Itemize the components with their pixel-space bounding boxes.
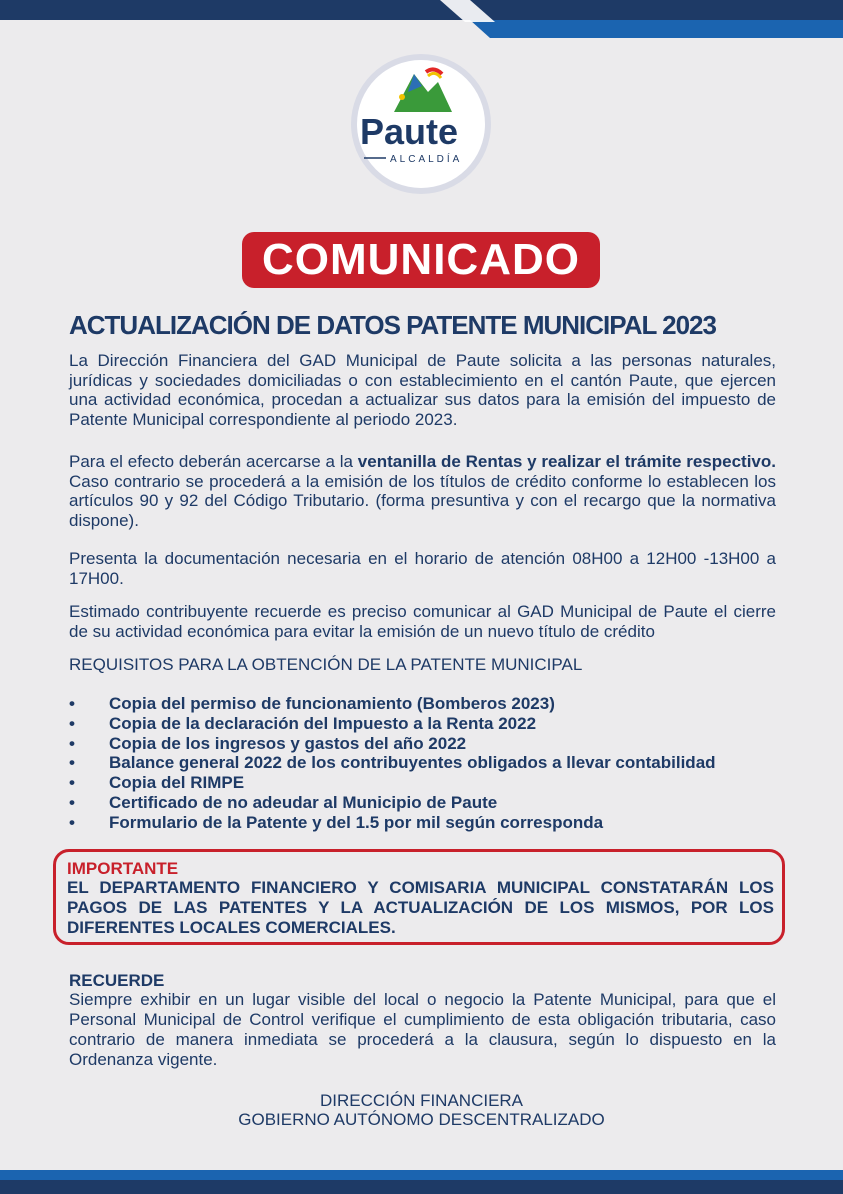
requirement-text: Balance general 2022 de los contribuyentes obligados a llevar contabilidad [109,753,716,773]
banner-text: COMUNICADO [262,235,580,284]
requirement-text: Certificado de no adeudar al Municipio de Paute [109,792,498,812]
requirements-title: REQUISITOS PARA LA OBTENCIÓN DE LA PATENTE MUNICIPAL [69,655,583,674]
paragraph-instructions-end: Caso contrario se procederá a la emisión de los títulos de crédito conforme lo establecen los artículos 90 y 92 del Código Tributario. (forma presuntiva y con el recargo que la normativa dispone). [69,471,776,530]
bullet: • [69,773,75,793]
comunicado-banner [242,232,600,288]
requirements-list [69,694,789,833]
paute-logo [342,52,500,197]
top-decorative-bar [0,0,843,40]
bullet: • [69,753,75,773]
remember-title: RECUERDE [69,971,165,990]
requirement-text: Formulario de la Patente y del 1.5 por mil según corresponda [109,812,604,832]
requirement-item [69,753,789,773]
bullet: • [69,792,75,812]
paragraph-instructions [69,452,776,530]
requirement-item [69,813,789,833]
paragraph-instructions-bold: ventanilla de Rentas y realizar el trámite respectivo. [357,452,776,471]
requirement-item [69,734,789,754]
paragraph-instructions-start: Para el efecto deberán acercarse a la [69,452,358,471]
signature-institution: GOBIERNO AUTÓNOMO DESCENTRALIZADO [238,1110,605,1129]
bottom-decorative-bar [0,1170,843,1194]
paragraph-closure-notice: Estimado contribuyente recuerde es preciso comunicar al GAD Municipal de Paute el cierre de su actividad económica para evitar la emisión de un nuevo título de crédito [69,602,776,641]
bullet: • [69,733,75,753]
logo-text: Paute [360,111,459,152]
paragraph-intro: La Dirección Financiera del GAD Municipal de Paute solicita a las personas naturales, jurídicas y sociedades domiciliadas o con establecimiento en el cantón Paute, que ejercen una actividad económica, procedan a actualizar sus datos para la emisión del impuesto de Patente Municipal correspondiente al periodo 2023. [69,351,776,429]
bullet: • [69,812,75,832]
page-title: ACTUALIZACIÓN DE DATOS PATENTE MUNICIPAL 2023 [69,310,716,340]
requirement-item [69,793,789,813]
requirement-item [69,773,789,793]
requirement-text: Copia del permiso de funcionamiento (Bomberos 2023) [109,694,555,713]
logo-subtext: ALCALDÍA [390,154,463,165]
important-title: IMPORTANTE [67,859,179,878]
requirement-item [69,694,789,714]
bullet: • [69,694,75,713]
remember-text: Siempre exhibir en un lugar visible del local o negocio la Patente Municipal, para que el Personal Municipal de Control verifique el cumplimiento de esta obligación tributaria, caso contrario de manera inmediata se procederá a la clausura, según lo dispuesto en la Ordenanza vigente. [69,990,776,1069]
requirement-text: Copia de los ingresos y gastos del año 2022 [109,733,467,753]
signature-department: DIRECCIÓN FINANCIERA [319,1091,524,1110]
requirement-text: Copia del RIMPE [109,773,245,793]
requirement-text: Copia de la declaración del Impuesto a la Renta 2022 [109,713,537,733]
requirement-item [69,714,789,734]
paragraph-schedule: Presenta la documentación necesaria en el horario de atención 08H00 a 12H00 -13H00 a 17H00. [69,549,776,588]
bullet: • [69,713,75,733]
important-text: EL DEPARTAMENTO FINANCIERO Y COMISARIA MUNICIPAL CONSTATARÁN LOS PAGOS DE LAS PATENTES Y LA ACTUALIZACIÓN DE LOS MISMOS, POR LOS DIFERENTES LOCALES COMERCIALES. [67,878,774,937]
